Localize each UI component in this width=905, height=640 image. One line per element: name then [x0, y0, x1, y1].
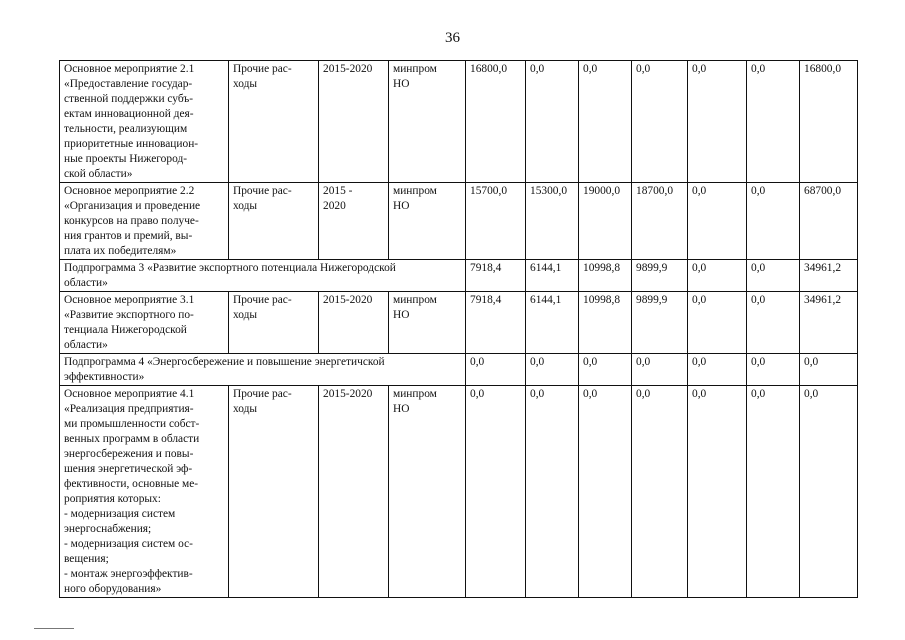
expense-type-cell: Прочие рас- ходы	[229, 61, 319, 183]
value-cell: 9899,9	[632, 260, 688, 292]
value-cell: 0,0	[747, 61, 800, 183]
measure-name-cell: Основное мероприятие 2.1 «Предоставление государ- ственной поддержки субъ- ектам инновационной дея- тельности, реализующим приоритетные инновацион- ные проекты Нижегород- ской области»	[60, 61, 229, 183]
value-cell: 6144,1	[526, 292, 579, 354]
table-row	[60, 61, 858, 183]
table-row	[60, 386, 858, 598]
value-cell: 9899,9	[632, 292, 688, 354]
table-row	[60, 292, 858, 354]
total-cell: 34961,2	[800, 292, 858, 354]
value-cell: 16800,0	[466, 61, 526, 183]
period-cell: 2015 - 2020	[319, 183, 389, 260]
value-cell: 0,0	[688, 183, 747, 260]
total-cell: 34961,2	[800, 260, 858, 292]
value-cell: 7918,4	[466, 292, 526, 354]
value-cell: 10998,8	[579, 260, 632, 292]
value-cell: 0,0	[747, 183, 800, 260]
value-cell: 0,0	[466, 386, 526, 598]
scan-mark-line	[34, 628, 74, 629]
total-cell: 68700,0	[800, 183, 858, 260]
value-cell: 19000,0	[579, 183, 632, 260]
measure-name-cell: Основное мероприятие 2.2 «Организация и проведение конкурсов на право получе- ния грантов и премий, вы- плата их победителям»	[60, 183, 229, 260]
value-cell: 0,0	[466, 354, 526, 386]
value-cell: 0,0	[747, 354, 800, 386]
value-cell: 0,0	[526, 386, 579, 598]
table-row	[60, 183, 858, 260]
value-cell: 15300,0	[526, 183, 579, 260]
value-cell: 0,0	[632, 386, 688, 598]
page-number: 36	[445, 30, 460, 46]
value-cell: 0,0	[747, 260, 800, 292]
period-cell: 2015-2020	[319, 292, 389, 354]
budget-table	[59, 60, 858, 598]
value-cell: 15700,0	[466, 183, 526, 260]
executor-cell: минпром НО	[389, 61, 466, 183]
value-cell: 0,0	[632, 61, 688, 183]
measure-name-cell: Основное мероприятие 4.1 «Реализация предприятия- ми промышленности собст- венных программ в области энергосбережения и повы- шения энергетической эф- фективности, основные ме- роприятия которых: - модернизация систем энергоснабжения; - модернизация систем ос- вещения; - монтаж энергоэффектив- ного оборудования»	[60, 386, 229, 598]
value-cell: 0,0	[688, 260, 747, 292]
subprogram-name-cell: Подпрограмма 3 «Развитие экспортного потенциала Нижегородской области»	[60, 260, 466, 292]
value-cell: 0,0	[526, 61, 579, 183]
value-cell: 0,0	[688, 386, 747, 598]
period-cell: 2015-2020	[319, 386, 389, 598]
expense-type-cell: Прочие рас- ходы	[229, 292, 319, 354]
subprogram-name-cell: Подпрограмма 4 «Энергосбережение и повышение энергетичской эффективности»	[60, 354, 466, 386]
total-cell: 0,0	[800, 386, 858, 598]
total-cell: 16800,0	[800, 61, 858, 183]
table-row	[60, 354, 858, 386]
total-cell: 0,0	[800, 354, 858, 386]
value-cell: 6144,1	[526, 260, 579, 292]
value-cell: 0,0	[579, 386, 632, 598]
value-cell: 0,0	[747, 292, 800, 354]
expense-type-cell: Прочие рас- ходы	[229, 183, 319, 260]
value-cell: 0,0	[688, 354, 747, 386]
value-cell: 0,0	[688, 61, 747, 183]
value-cell: 0,0	[632, 354, 688, 386]
value-cell: 0,0	[526, 354, 579, 386]
value-cell: 0,0	[579, 61, 632, 183]
value-cell: 0,0	[747, 386, 800, 598]
measure-name-cell: Основное мероприятие 3.1 «Развитие экспортного по- тенциала Нижегородской области»	[60, 292, 229, 354]
value-cell: 10998,8	[579, 292, 632, 354]
value-cell: 0,0	[579, 354, 632, 386]
value-cell: 18700,0	[632, 183, 688, 260]
period-cell: 2015-2020	[319, 61, 389, 183]
value-cell: 0,0	[688, 292, 747, 354]
table-row	[60, 260, 858, 292]
expense-type-cell: Прочие рас- ходы	[229, 386, 319, 598]
value-cell: 7918,4	[466, 260, 526, 292]
executor-cell: минпром НО	[389, 292, 466, 354]
executor-cell: минпром НО	[389, 183, 466, 260]
executor-cell: минпром НО	[389, 386, 466, 598]
